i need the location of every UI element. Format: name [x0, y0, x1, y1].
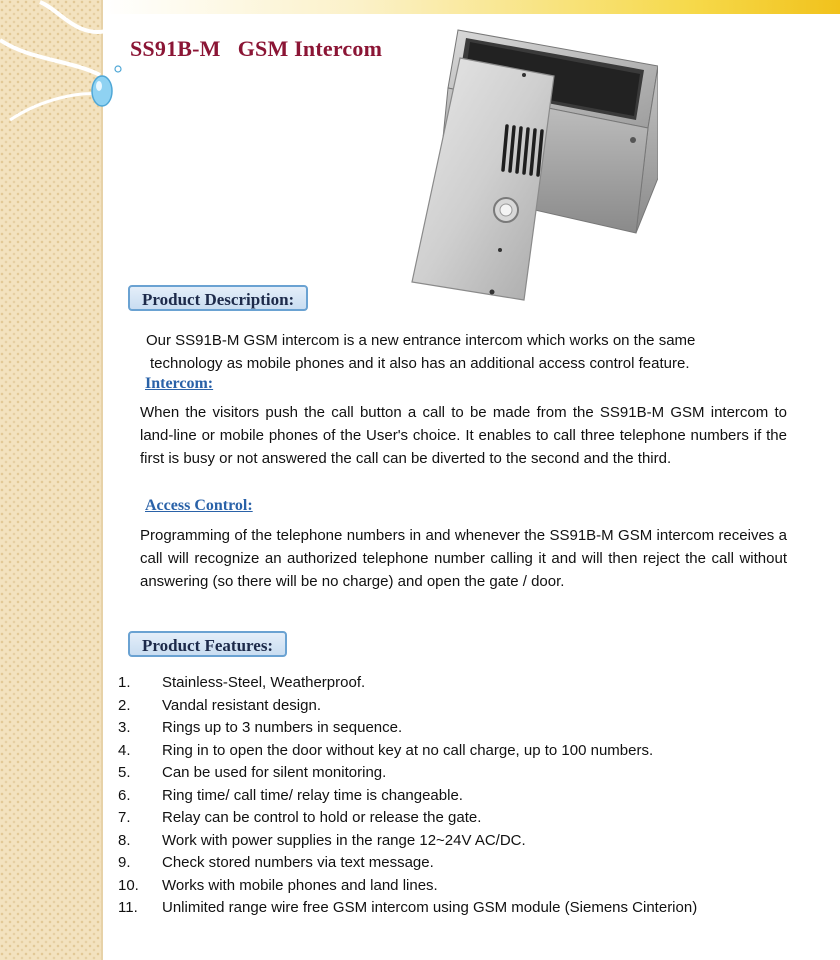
- sidebar-divider: [101, 0, 103, 960]
- feature-text: Rings up to 3 numbers in sequence.: [162, 719, 403, 736]
- feature-number: 3.: [118, 719, 131, 736]
- intercom-product-image: [408, 28, 658, 308]
- intro-line-2: technology as mobile phones and it also has an additional access control feature.: [150, 355, 690, 372]
- top-gradient-band: [103, 0, 840, 14]
- list-item: [118, 875, 818, 898]
- feature-number: 9.: [118, 854, 131, 871]
- list-item: [118, 830, 818, 853]
- list-item: [118, 695, 818, 718]
- feature-number: 7.: [118, 809, 131, 826]
- feature-text: Stainless-Steel, Weatherproof.: [162, 674, 366, 691]
- list-item: [118, 785, 818, 808]
- feature-number: 10.: [118, 876, 139, 894]
- list-item: [118, 897, 818, 920]
- feature-number: 6.: [118, 786, 131, 804]
- feature-number: 5.: [118, 764, 131, 781]
- feature-text: Can be used for silent monitoring.: [162, 764, 387, 781]
- intro-line-1: Our SS91B-M GSM intercom is a new entrance intercom which works on the same: [146, 332, 696, 349]
- page-title: SS91B-M GSM Intercom: [130, 36, 383, 61]
- list-item: [118, 672, 818, 695]
- feature-text: Relay can be control to hold or release the gate.: [162, 809, 482, 826]
- feature-number: 11.: [118, 899, 138, 916]
- list-item: [118, 852, 818, 875]
- feature-text: Ring time/ call time/ relay time is changeable.: [162, 786, 463, 804]
- feature-text: Unlimited range wire free GSM intercom using GSM module (Siemens Cinterion): [162, 899, 698, 916]
- decorative-sidebar: [0, 0, 101, 960]
- feature-number: 1.: [118, 674, 131, 691]
- feature-text: Works with mobile phones and land lines.: [162, 876, 438, 894]
- feature-text: Ring in to open the door without key at no call charge, up to 100 numbers.: [162, 741, 654, 759]
- list-item: [118, 807, 818, 830]
- list-item: [118, 740, 818, 763]
- intercom-heading: Intercom:: [145, 375, 214, 392]
- feature-text: Check stored numbers via text message.: [162, 854, 434, 871]
- list-item: [118, 762, 818, 785]
- feature-text: Vandal resistant design.: [162, 696, 321, 714]
- feature-number: 4.: [118, 741, 131, 759]
- features-list: [118, 672, 818, 920]
- intercom-paragraph: When the visitors push the call button a call to be made from the SS91B-M GSM intercom to land-line or mobile phones of the User's choice. It enables to call three telephone numbers if the first is busy or not answered the call can be diverted to the second and the third.: [140, 404, 787, 467]
- feature-number: 2.: [118, 696, 131, 714]
- access-control-paragraph: Programming of the telephone numbers in and whenever the SS91B-M GSM intercom receives a call will recognize an authorized telephone number calling it and will then reject the call without answering (so there will be no charge) and open the gate / door.: [140, 527, 787, 590]
- product-description-label: Product Description:: [128, 285, 308, 311]
- list-item: [118, 717, 818, 740]
- feature-number: 8.: [118, 831, 131, 849]
- feature-text: Work with power supplies in the range 12~24V AC/DC.: [162, 831, 526, 849]
- access-control-heading: Access Control:: [145, 497, 253, 514]
- product-features-label: Product Features:: [128, 631, 287, 657]
- decorative-swirl-icon: [0, 0, 140, 140]
